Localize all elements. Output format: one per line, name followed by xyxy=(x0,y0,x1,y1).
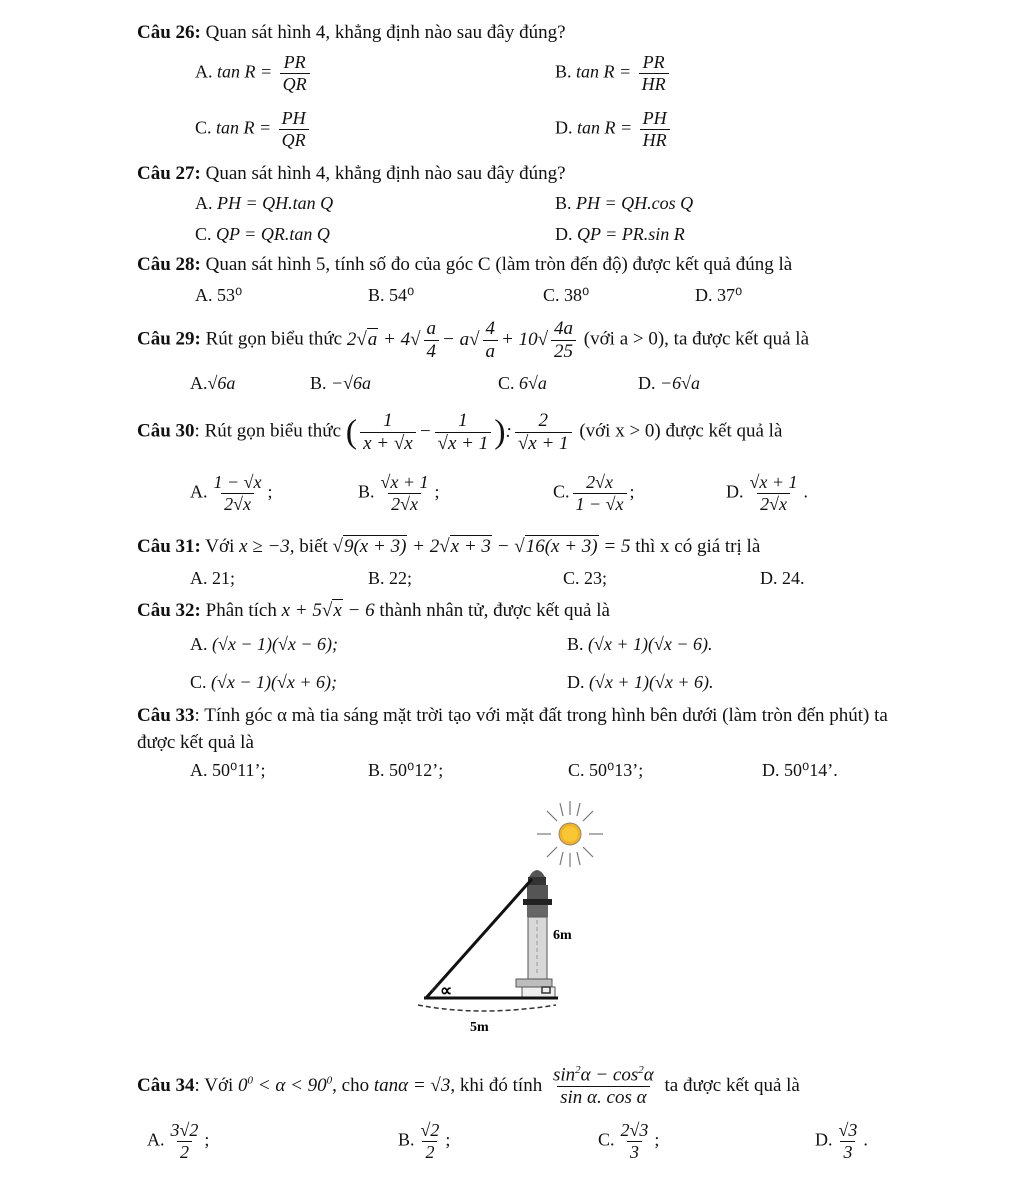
q26-option-b: B. tan R = $\frac{PR}{HR}$ xyxy=(555,52,672,94)
question-text: Quan sát hình 4, khẳng định nào sau đây đúng? xyxy=(205,22,566,43)
angle-label: ∝ xyxy=(440,981,453,1000)
expression-34-range: $0^0 < \alpha < 90^0$ xyxy=(238,1074,333,1096)
q31-option-a: A. 21; xyxy=(190,568,236,588)
question-label: Câu 33 xyxy=(137,705,195,726)
question-label: Câu 34 xyxy=(137,1074,195,1096)
q29-option-a: A.√6a xyxy=(190,373,236,393)
q27-option-d: D. QP = PR.sin R xyxy=(555,224,685,244)
question-31: Câu 31: Với x ≥ −3, biết √9(x + 3) + 2√x + 3 − √16(x + 3) = 5 thì x có giá trị là xyxy=(137,536,761,557)
q33-option-b: B. 50⁰12’; xyxy=(368,760,444,780)
q27-option-a: A. PH = QH.tan Q xyxy=(195,193,334,213)
q26-option-c: C. tan R = $\frac{PH}{QR}$ xyxy=(195,108,312,150)
question-label: Câu 27: xyxy=(137,163,201,184)
question-32: Câu 32: Phân tích x + 5√x − 6 thành nhân tử, được kết quả là xyxy=(137,600,610,621)
question-label: Câu 31: xyxy=(137,536,201,557)
question-33 xyxy=(137,703,917,756)
question-text: : Tính góc α mà tia sáng mặt trời tạo với mặt đất trong hình bên dưới (làm tròn đến phút) ta được kết quả là xyxy=(137,705,888,753)
q33-option-d: D. 50⁰14’. xyxy=(762,760,838,780)
question-27 xyxy=(137,163,566,185)
sun-icon xyxy=(537,801,603,867)
question-26 xyxy=(137,22,566,44)
q32-option-d: D. (√x + 1)(√x + 6). xyxy=(567,672,714,692)
q31-option-c: C. 23; xyxy=(563,568,608,588)
height-label: 6m xyxy=(553,928,572,943)
q28-option-d: D. 37⁰ xyxy=(695,285,743,305)
q28-option-a: A. 53⁰ xyxy=(195,285,243,305)
base-label: 5m xyxy=(470,1020,489,1035)
question-28 xyxy=(137,254,792,276)
question-34: Câu 34: Với $0^0 < \alpha < 90^0$, cho tanα = √3, khi đó tính $\frac{\sin^2\alpha - \cos^2\alpha}{\text{sin α. cos α}}$ ta được kết quả là xyxy=(137,1064,800,1109)
expression-32: x + 5√x − 6 xyxy=(281,600,375,621)
q27-option-b: B. PH = QH.cos Q xyxy=(555,193,694,213)
question-label: Câu 29: xyxy=(137,328,201,350)
q28-option-b: B. 54⁰ xyxy=(368,285,415,305)
expression-34-fraction: $\frac{\sin^2\alpha - \cos^2\alpha}{\text{sin α. cos α}}$ xyxy=(552,1064,654,1109)
q34-option-a: A. $\frac{3√2}{2}$ ; xyxy=(147,1120,210,1162)
q30-option-c: C. $\frac{2√x}{1 - √x}$ ; xyxy=(553,472,635,514)
question-text: Quan sát hình 5, tính số đo của góc C (làm tròn đến độ) được kết quả đúng là xyxy=(205,254,793,275)
q32-option-c: C. (√x − 1)(√x + 6); xyxy=(190,672,338,692)
q34-option-c: C. $\frac{2√3}{3}$ ; xyxy=(598,1120,660,1162)
question-label: Câu 26: xyxy=(137,22,201,43)
q26-option-d: D. tan R = $\frac{PH}{HR}$ xyxy=(555,108,673,150)
q26-option-a: A. tan R = $\frac{PR}{QR}$ xyxy=(195,52,313,94)
q32-option-b: B. (√x + 1)(√x − 6). xyxy=(567,634,713,654)
q27-option-c: C. QP = QR.tan Q xyxy=(195,224,330,244)
q31-option-d: D. 24. xyxy=(760,568,805,588)
question-29: Câu 29: Rút gọn biểu thức 2√a + 4√ $\frac{a}{4}$ − a√ $\frac{4}{a}$ + 10√ $\frac{4a}{25}$ (với a > 0), ta được kết quả là xyxy=(137,318,810,362)
expression-34-tan: tanα = √3 xyxy=(373,1074,451,1096)
expression-30: ( $\frac{1}{x + √x}$ − $\frac{1}{√x + 1}$ ): $\frac{2}{√x + 1}$ xyxy=(346,421,575,442)
question-label: Câu 28: xyxy=(137,254,201,275)
lighthouse-figure xyxy=(410,795,610,1040)
q28-option-c: C. 38⁰ xyxy=(543,285,590,305)
question-label: Câu 32: xyxy=(137,600,201,621)
q33-option-c: C. 50⁰13’; xyxy=(568,760,644,780)
q34-option-d: D. $\frac{√3}{3}$ . xyxy=(815,1120,868,1162)
q30-option-d: D. $\frac{√x + 1}{2√x}$ . xyxy=(726,472,809,514)
q30-option-a: A. $\frac{1 - √x}{2√x}$ ; xyxy=(190,472,273,514)
q30-option-b: B. $\frac{√x + 1}{2√x}$ ; xyxy=(358,472,440,514)
q33-option-a: A. 50⁰11’; xyxy=(190,760,266,780)
q29-option-d: D. −6√a xyxy=(638,373,701,393)
q29-option-c: C. 6√a xyxy=(498,373,547,393)
q32-option-a: A. (√x − 1)(√x − 6); xyxy=(190,634,338,654)
q34-option-b: B. $\frac{√2}{2}$ ; xyxy=(398,1120,451,1162)
expression-31: √9(x + 3) + 2√x + 3 − √16(x + 3) = 5 xyxy=(332,536,631,557)
q31-option-b: B. 22; xyxy=(368,568,413,588)
q29-option-b: B. −√6a xyxy=(310,373,372,393)
question-30: Câu 30: Rút gọn biểu thức ( $\frac{1}{x + √x}$ − $\frac{1}{√x + 1}$ ): $\frac{2}{√x + 1}$ (với x > 0) được kết quả là xyxy=(137,410,783,454)
expression-29: 2√a + 4√ $\frac{a}{4}$ − a√ $\frac{4}{a}$ + 10√ $\frac{4a}{25}$ xyxy=(347,329,579,350)
question-label: Câu 30 xyxy=(137,420,195,442)
question-text: Quan sát hình 4, khẳng định nào sau đây đúng? xyxy=(205,163,566,184)
